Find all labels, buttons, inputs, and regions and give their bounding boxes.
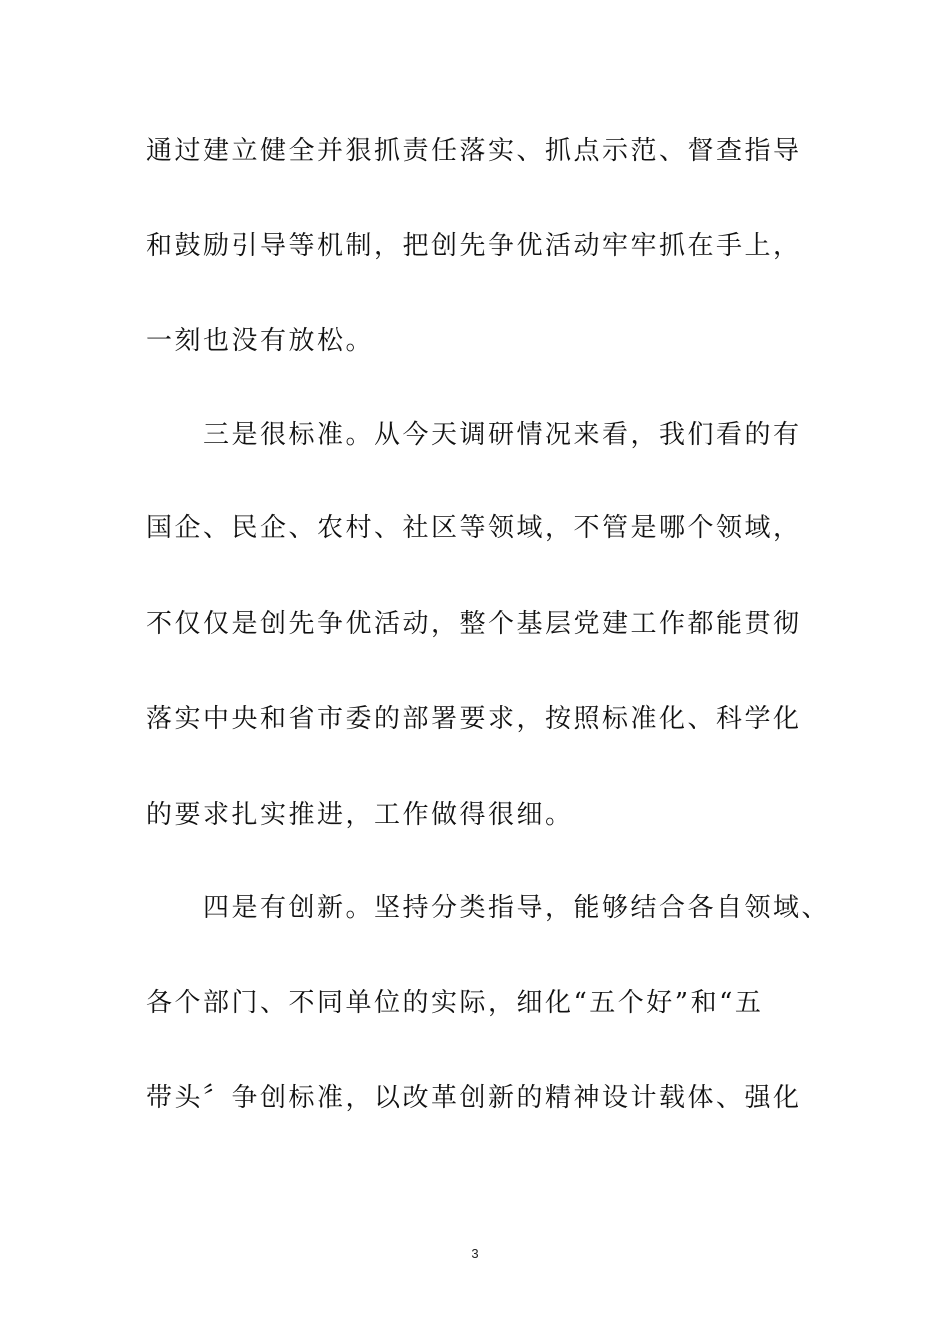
body-text-line: 通过建立健全并狠抓责任落实、抓点示范、督查指导 bbox=[146, 136, 802, 166]
body-text-line: 不仅仅是创先争优活动，整个基层党建工作都能贯彻 bbox=[146, 609, 802, 639]
body-text-line: 的要求扎实推进，工作做得很细。 bbox=[146, 800, 574, 830]
body-text-line: 各个部门、不同单位的实际，细化“五个好”和“五 bbox=[146, 988, 764, 1018]
body-text-line: 四是有创新。坚持分类指导，能够结合各自领域、 bbox=[146, 893, 831, 923]
page-number: 3 bbox=[471, 1246, 479, 1261]
body-text-line: 落实中央和省市委的部署要求，按照标准化、科学化 bbox=[146, 704, 802, 734]
body-text-line: 一刻也没有放松。 bbox=[146, 326, 375, 356]
body-text-line: 三是很标准。从今天调研情况来看，我们看的有 bbox=[146, 420, 802, 450]
body-text-line: 带头〞争创标准，以改革创新的精神设计载体、强化 bbox=[146, 1083, 802, 1113]
body-text-line: 国企、民企、农村、社区等领域，不管是哪个领域， bbox=[146, 513, 802, 543]
body-text-line: 和鼓励引导等机制，把创先争优活动牢牢抓在手上， bbox=[146, 231, 802, 261]
